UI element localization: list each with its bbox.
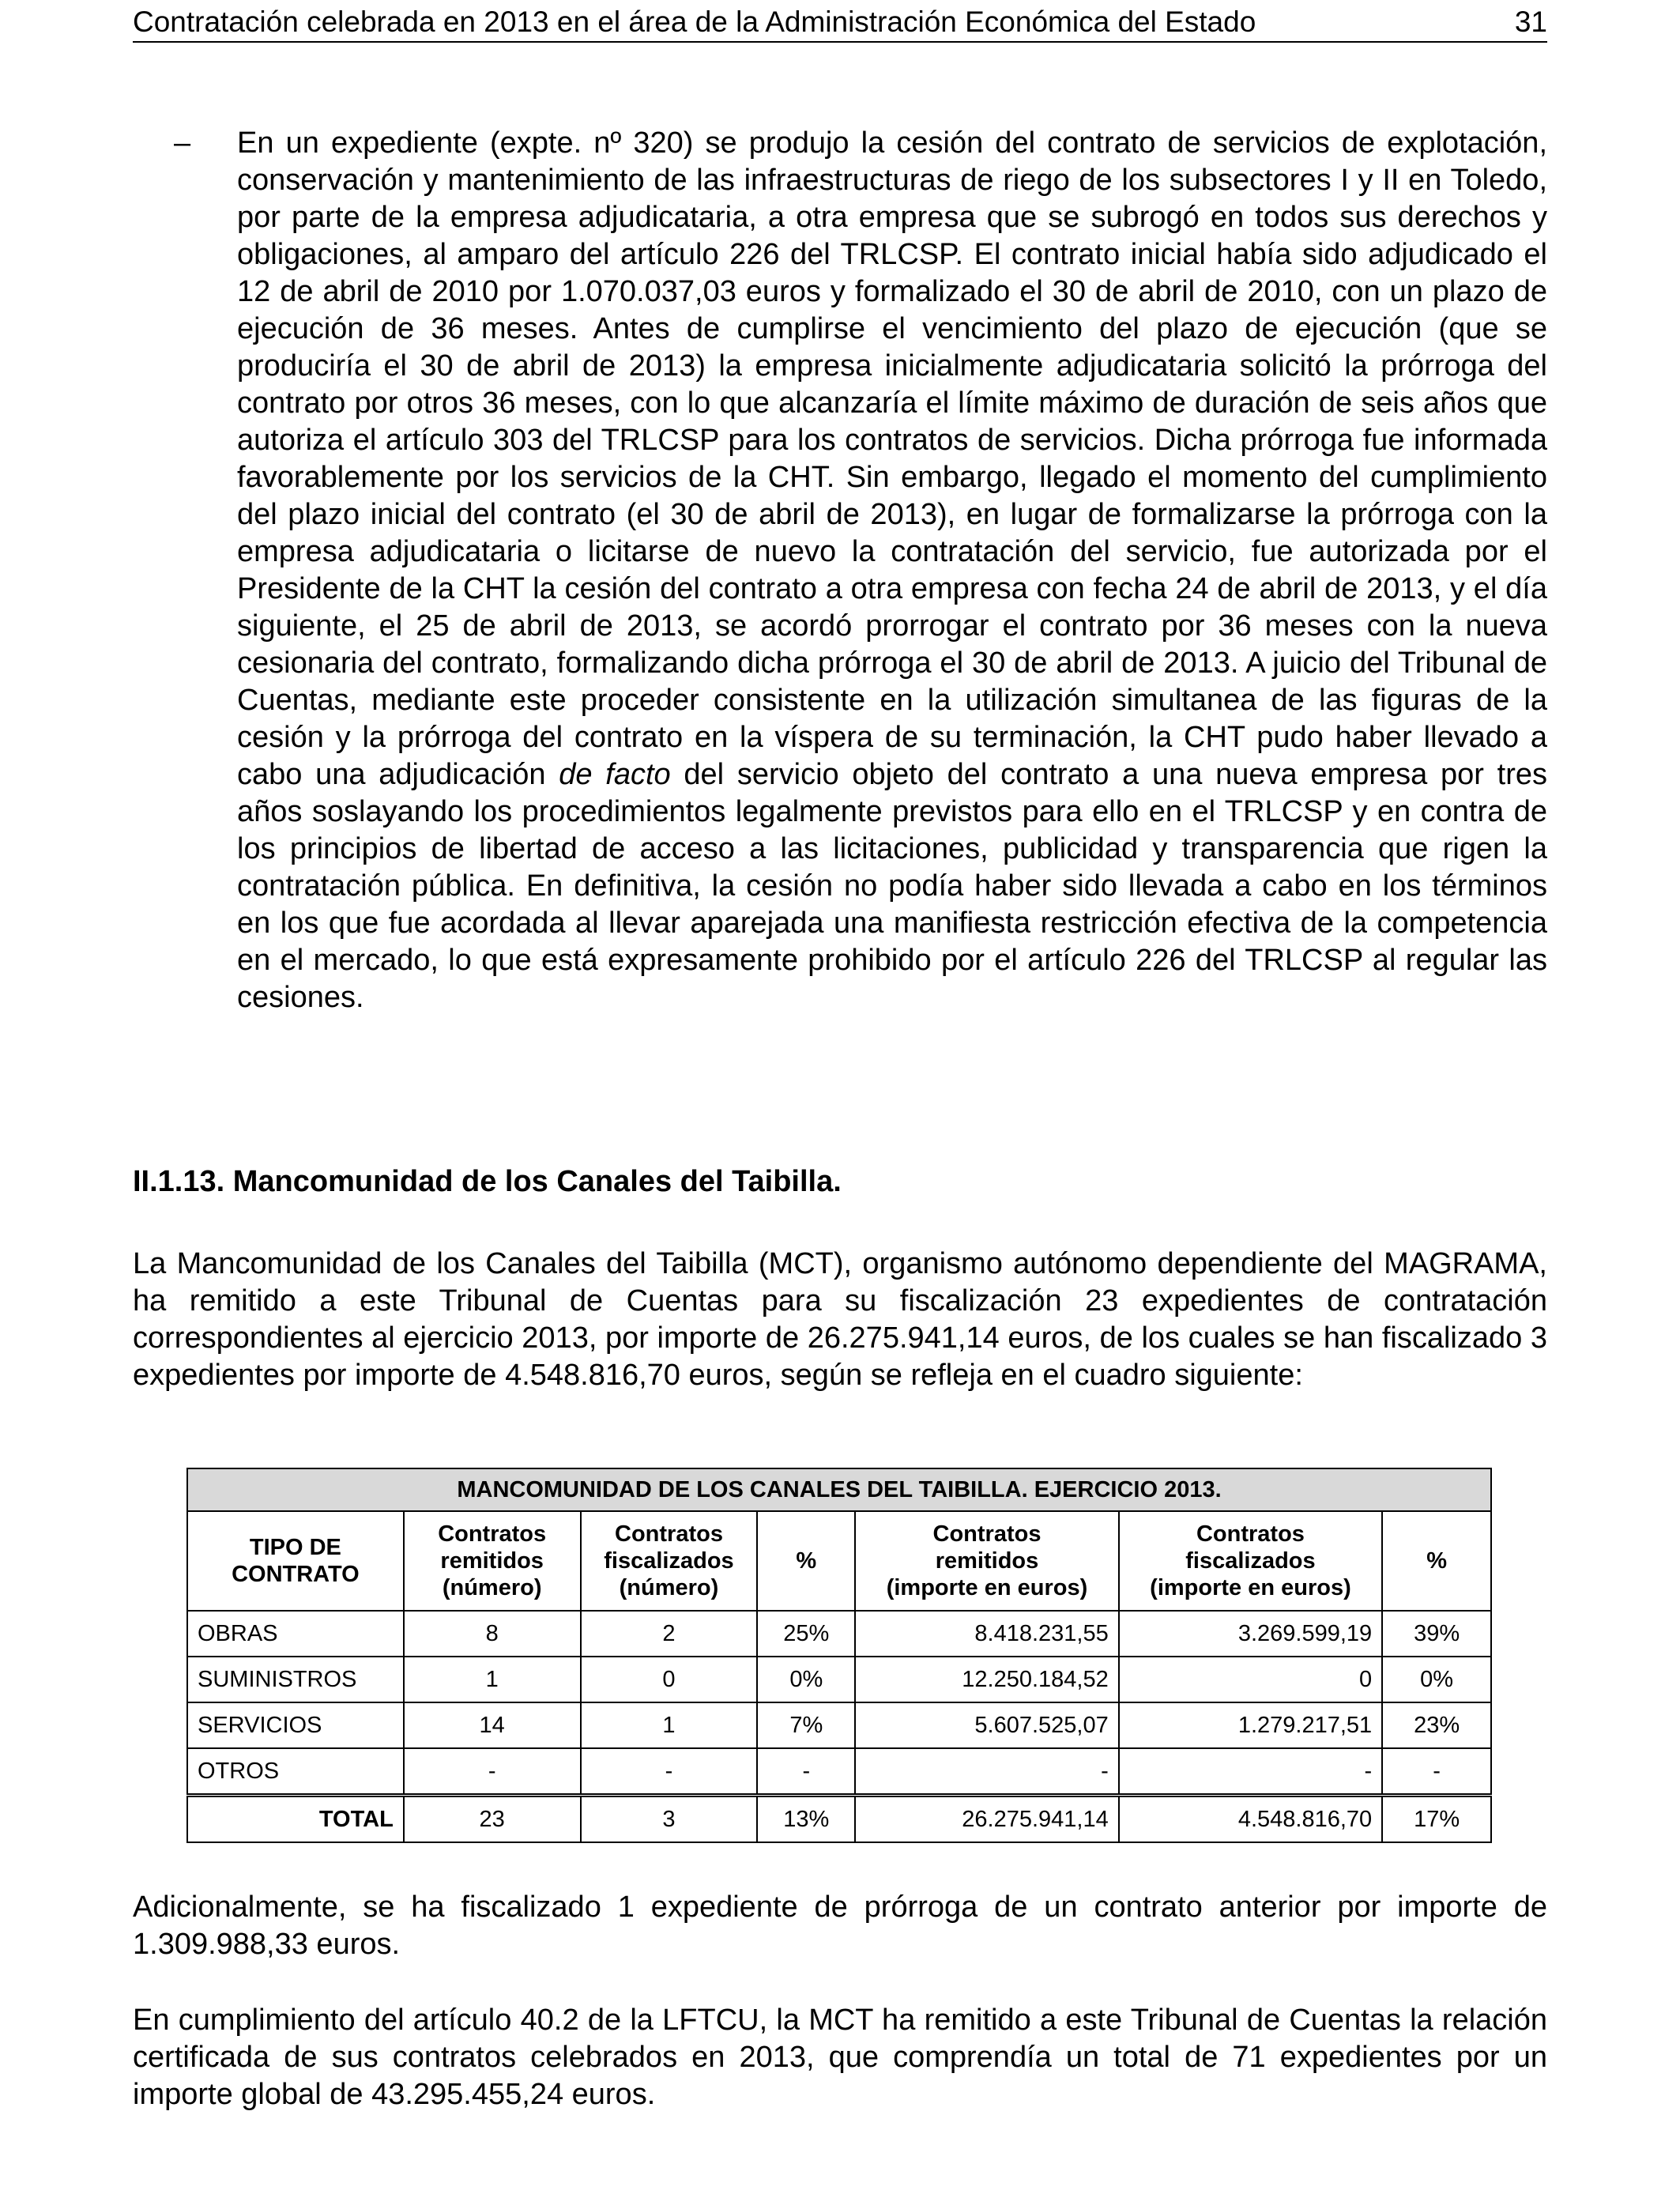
cell-fis-imp: 0 [1119,1657,1382,1702]
cell-tipo: OBRAS [187,1611,404,1657]
cell-fis-num: 1 [581,1702,758,1748]
header-pct-numero: % [757,1511,855,1611]
cell-pct-num: 0% [757,1657,855,1702]
cell-total-pct-num: 13% [757,1796,855,1843]
table-row [187,1702,1491,1748]
intro-paragraph: La Mancomunidad de los Canales del Taibilla (MCT), organismo autónomo dependiente del MAGRAMA, ha remitido a este Tribunal de Cuentas para su fiscalización 23 expedientes de contratación correspondientes al ejercicio 2013, por importe de 26.275.941,14 euros, de los cuales se han fiscalizado 3 expedientes por importe de 4.548.816,70 euros, según se refleja en el cuadro siguiente: [133,1247,1547,1392]
table-total-row [187,1796,1491,1843]
cell-tipo: OTROS [187,1748,404,1796]
compliance-paragraph: En cumplimiento del artículo 40.2 de la LFTCU, la MCT ha remitido a este Tribunal de Cuentas la relación certificada de sus contratos celebrados en 2013, que comprendía un total de 71 expedientes por un importe global de 43.295.455,24 euros. [133,2004,1547,2111]
page-header [133,3,1547,43]
cell-fis-imp: 3.269.599,19 [1119,1611,1382,1657]
cell-rem-imp: 12.250.184,52 [855,1657,1119,1702]
cell-tipo: SERVICIOS [187,1702,404,1748]
cell-fis-num: 0 [581,1657,758,1702]
cell-total-pct-imp: 17% [1382,1796,1491,1843]
section-heading: II.1.13. Mancomunidad de los Canales del Taibilla. [133,1165,842,1198]
cell-pct-num: - [757,1748,855,1796]
header-pct-importe: % [1382,1511,1491,1611]
cell-total-rem-imp: 26.275.941,14 [855,1796,1119,1843]
cell-pct-num: 7% [757,1702,855,1748]
table-row [187,1657,1491,1702]
cell-rem-num: 14 [404,1702,581,1748]
cell-pct-imp: 23% [1382,1702,1491,1748]
header-remitidos-importe: Contratos remitidos (importe en euros) [855,1511,1119,1611]
cell-tipo: SUMINISTROS [187,1657,404,1702]
cell-pct-imp: - [1382,1748,1491,1796]
cell-rem-imp: 8.418.231,55 [855,1611,1119,1657]
header-fiscalizados-numero: Contratos fiscalizados (número) [581,1511,758,1611]
cell-fis-num: - [581,1748,758,1796]
header-remitidos-numero: Contratos remitidos (número) [404,1511,581,1611]
bullet-text-part2: del servicio objeto del contrato a una nueva empresa por tres años soslayando los procedimientos legalmente previstos para ello en el TRLCSP y en contra de los principios de libertad de acceso a las licitaciones, publicidad y transparencia que rigen la contratación pública. En definitiva, la cesión no podía haber sido llevada a cabo en los términos en los que fue acordada al llevar aparejada una manifiesta restricción efectiva de la competencia en el mercado, lo que está expresamente prohibido por el artículo 226 del TRLCSP al regular las cesiones. [237,758,1547,1014]
cell-pct-imp: 0% [1382,1657,1491,1702]
cell-total-label: TOTAL [187,1796,404,1843]
table-header-row [187,1511,1491,1611]
cell-fis-num: 2 [581,1611,758,1657]
cell-rem-num: 1 [404,1657,581,1702]
bullet-paragraph [133,125,1547,1016]
header-title: Contratación celebrada en 2013 en el área de la Administración Económica del Estado [133,6,1256,38]
header-tipo: TIPO DE CONTRATO [187,1511,404,1611]
bullet-text [237,125,1547,1016]
cell-pct-num: 25% [757,1611,855,1657]
header-fiscalizados-importe: Contratos fiscalizados (importe en euros) [1119,1511,1382,1611]
cell-rem-num: 8 [404,1611,581,1657]
cell-rem-imp: 5.607.525,07 [855,1702,1119,1748]
cell-rem-imp: - [855,1748,1119,1796]
table-row [187,1611,1491,1657]
cell-fis-imp: - [1119,1748,1382,1796]
page-number: 31 [1514,6,1547,38]
cell-total-rem-num: 23 [404,1796,581,1843]
bullet-text-italic: de facto [559,758,671,791]
cell-total-fis-num: 3 [581,1796,758,1843]
additional-paragraph: Adicionalmente, se ha fiscalizado 1 expediente de prórroga de un contrato anterior por importe de 1.309.988,33 euros. [133,1891,1547,1961]
table-row [187,1748,1491,1796]
cell-fis-imp: 1.279.217,51 [1119,1702,1382,1748]
bullet-dash: – [174,126,191,160]
cell-rem-num: - [404,1748,581,1796]
contracts-table [186,1468,1492,1843]
cell-pct-imp: 39% [1382,1611,1491,1657]
cell-total-fis-imp: 4.548.816,70 [1119,1796,1382,1843]
bullet-text-part1: En un expediente (expte. nº 320) se produjo la cesión del contrato de servicios de explotación, conservación y mantenimiento de las infraestructuras de riego de los subsectores I y II en Toledo, por parte de la empresa adjudicataria, a otra empresa que se subrogó en todos sus derechos y obligaciones, al amparo del artículo 226 del TRLCSP. El contrato inicial había sido adjudicado el 12 de abril de 2010 por 1.070.037,03 euros y formalizado el 30 de abril de 2010, con un plazo de ejecución de 36 meses. Antes de cumplirse el vencimiento del plazo de ejecución (que se produciría el 30 de abril de 2013) la empresa inicialmente adjudicataria solicitó la prórroga del contrato por otros 36 meses, con lo que alcanzaría el límite máximo de duración de seis años que autoriza el artículo 303 del TRLCSP para los contratos de servicios. Dicha prórroga fue informada favorablemente por los servicios de la CHT. Sin embargo, llegado el momento del cumplimiento del plazo inicial del contrato (el 30 de abril de 2013), en lugar de formalizarse la prórroga con la empresa adjudicataria o licitarse de nuevo la contratación del servicio, fue autorizada por el Presidente de la CHT la cesión del contrato a otra empresa con fecha 24 de abril de 2013, y el día siguiente, el 25 de abril de 2013, se acordó prorrogar el contrato por 36 meses con la nueva cesionaria del contrato, formalizando dicha prórroga el 30 de abril de 2013. A juicio del Tribunal de Cuentas, mediante este proceder consistente en la utilización simultanea de las figuras de la cesión y la prórroga del contrato en la víspera de su terminación, la CHT pudo haber llevado a cabo una adjudicación [237,126,1547,791]
table-caption: MANCOMUNIDAD DE LOS CANALES DEL TAIBILLA. EJERCICIO 2013. [187,1468,1491,1511]
